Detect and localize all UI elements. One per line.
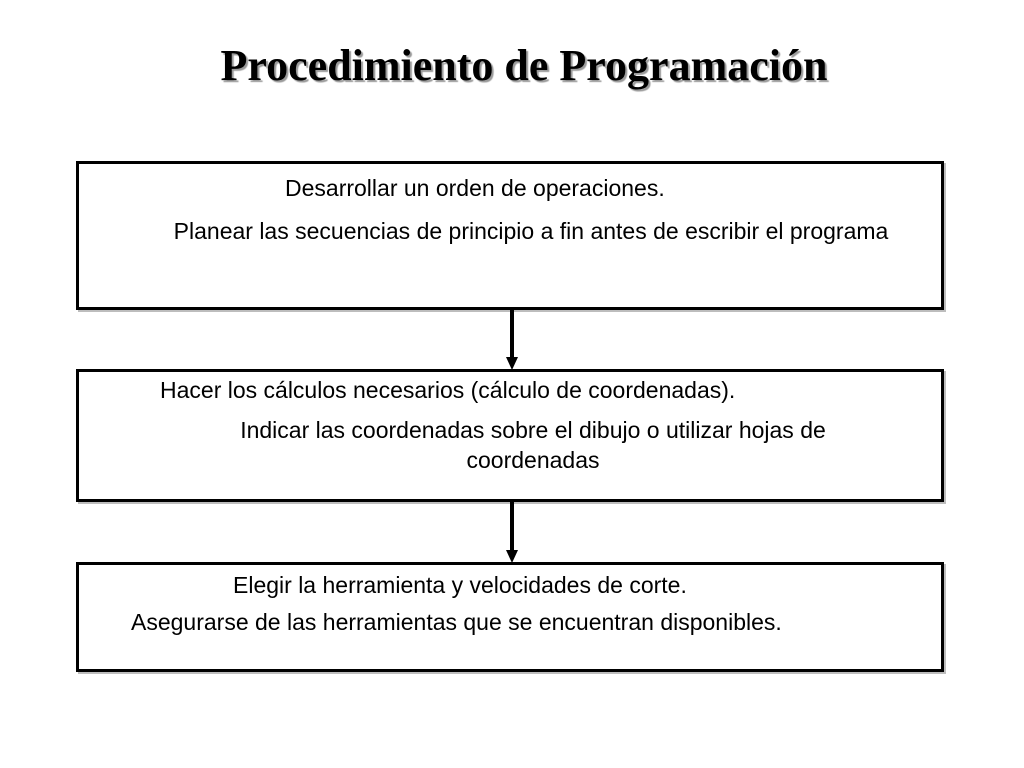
step-2-heading: Hacer los cálculos necesarios (cálculo de coordenadas). bbox=[160, 377, 736, 403]
arrow-down-icon bbox=[502, 309, 522, 371]
step-1-detail: Planear las secuencias de principio a fin antes de escribir el programa bbox=[173, 218, 889, 244]
step-1-heading: Desarrollar un orden de operaciones. bbox=[285, 175, 665, 201]
step-2-detail: Indicar las coordenadas sobre el dibujo o utilizar hojas de coordenadas bbox=[240, 417, 826, 473]
step-3-detail: Asegurarse de las herramientas que se encuentran disponibles. bbox=[131, 609, 782, 635]
step-box-1 bbox=[76, 161, 944, 310]
step-3-heading: Elegir la herramienta y velocidades de corte. bbox=[233, 572, 687, 598]
step-box-3 bbox=[76, 562, 944, 672]
step-box-2 bbox=[76, 369, 944, 502]
arrow-down-icon bbox=[502, 501, 522, 564]
slide-title: Procedimiento de Programación bbox=[220, 41, 828, 90]
